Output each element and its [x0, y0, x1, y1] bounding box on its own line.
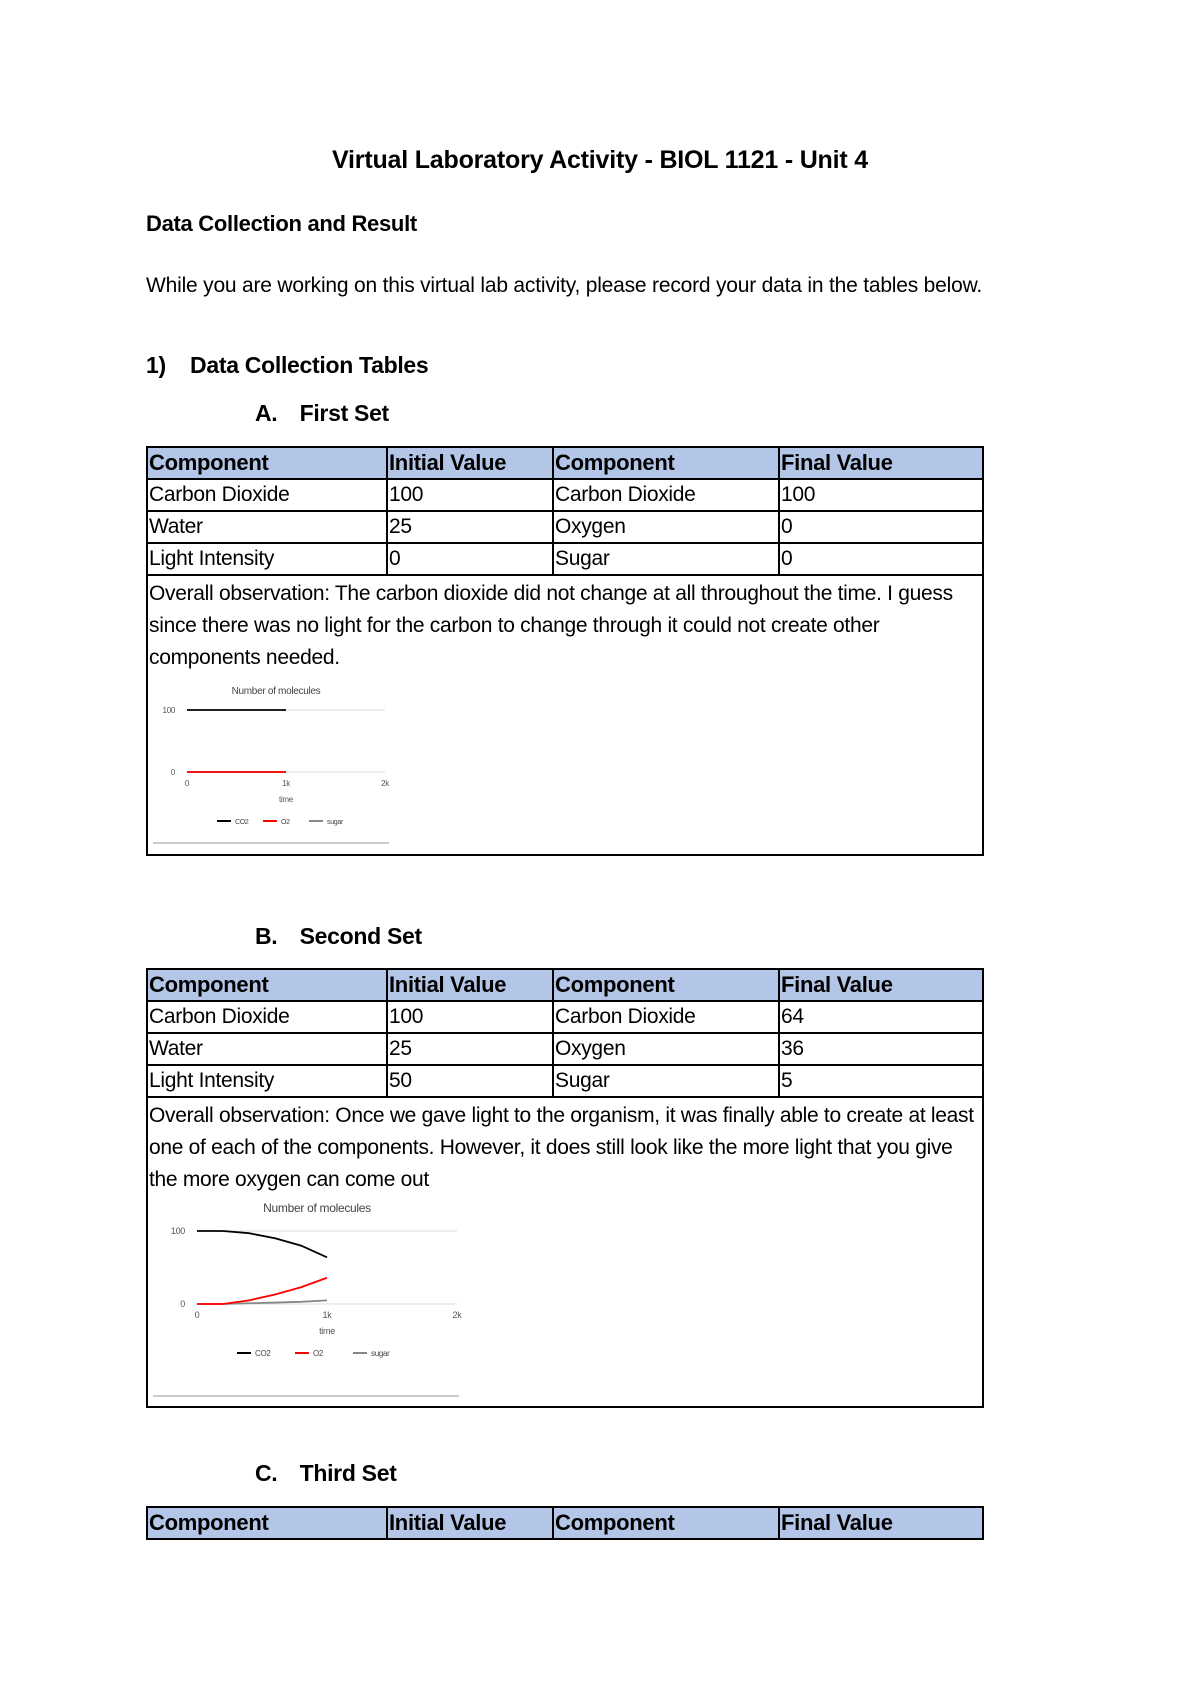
table-header-row: [147, 1507, 983, 1539]
table-cell: Carbon Dioxide: [147, 479, 387, 511]
list-item-1-label: Data Collection Tables: [190, 352, 429, 378]
table-cell: Sugar: [553, 543, 779, 575]
table-row: [147, 511, 983, 543]
set-b-letter: B.: [255, 923, 278, 949]
x-tick-label: 0: [194, 1310, 200, 1320]
y-tick-label: 0: [170, 768, 175, 777]
chart-title: Number of molecules: [263, 1201, 371, 1215]
table-cell: Water: [147, 1033, 387, 1065]
set-b-table: [146, 968, 984, 1408]
legend-label: O2: [281, 819, 290, 826]
legend-label: O2: [313, 1349, 324, 1358]
series-line-o2: [197, 1278, 327, 1304]
series-line-co2: [197, 1231, 327, 1257]
x-tick-label: 1k: [322, 1310, 332, 1320]
column-header: Final Value: [779, 1507, 983, 1539]
column-header: Final Value: [779, 447, 983, 479]
x-tick-label: 0: [184, 779, 190, 788]
table-row: [147, 543, 983, 575]
set-a-letter: A.: [255, 400, 278, 426]
column-header: Component: [553, 447, 779, 479]
set-a-heading: [255, 400, 389, 427]
set-c-table: [146, 1506, 984, 1540]
column-header: Final Value: [779, 969, 983, 1001]
column-header: Component: [553, 1507, 779, 1539]
table-cell: Oxygen: [553, 511, 779, 543]
observation-cell: [147, 575, 983, 855]
intro-paragraph: While you are working on this virtual lab activity, please record your data in the tables below.: [146, 274, 983, 297]
table-header-row: [147, 447, 983, 479]
y-tick-label: 0: [180, 1299, 185, 1309]
table-cell: 50: [387, 1065, 553, 1097]
table-cell: 25: [387, 1033, 553, 1065]
legend-label: sugar: [371, 1349, 390, 1358]
column-header: Component: [147, 447, 387, 479]
table-cell: Carbon Dioxide: [553, 479, 779, 511]
table-row: [147, 1001, 983, 1033]
column-header: Initial Value: [387, 969, 553, 1001]
table-row: [147, 1065, 983, 1097]
observation-row: [147, 1097, 983, 1407]
table-cell: Carbon Dioxide: [553, 1001, 779, 1033]
table-cell: 100: [387, 479, 553, 511]
y-tick-label: 100: [162, 706, 175, 715]
set-c-label: Third Set: [299, 1460, 397, 1486]
table-row: [147, 1033, 983, 1065]
table-cell: 0: [387, 543, 553, 575]
molecules-chart-second-set: [149, 1198, 469, 1398]
table-header-row: [147, 969, 983, 1001]
table-cell: Oxygen: [553, 1033, 779, 1065]
observation-cell: [147, 1097, 983, 1407]
legend-label: sugar: [327, 819, 344, 826]
set-b-label: Second Set: [299, 923, 422, 949]
set-a-label: First Set: [299, 400, 389, 426]
y-tick-label: 100: [170, 1226, 185, 1236]
column-header: Component: [147, 969, 387, 1001]
observation-text: Overall observation: The carbon dioxide did not change at all throughout the time. I guess since there was no light for the carbon to change through it could not create other components needed.: [149, 582, 953, 669]
observation-text: Overall observation: Once we gave light to the organism, it was finally able to create at least one of each of the components. However, it does still look like the more light that you give the more oxygen can come out: [149, 1104, 974, 1191]
section-heading: Data Collection and Result: [146, 211, 417, 236]
set-c-heading: [255, 1460, 397, 1487]
legend-label: CO2: [255, 1349, 271, 1358]
table-cell: Sugar: [553, 1065, 779, 1097]
x-axis-label: time: [279, 795, 293, 804]
column-header: Initial Value: [387, 447, 553, 479]
x-axis-label: time: [319, 1326, 335, 1336]
chart-title: Number of molecules: [231, 686, 321, 697]
x-tick-label: 1k: [282, 779, 290, 788]
table-cell: 36: [779, 1033, 983, 1065]
x-tick-label: 2k: [381, 779, 389, 788]
table-row: [147, 479, 983, 511]
table-cell: 5: [779, 1065, 983, 1097]
set-a-table: [146, 446, 984, 856]
column-header: Initial Value: [387, 1507, 553, 1539]
table-cell: 100: [387, 1001, 553, 1033]
table-cell: 25: [387, 511, 553, 543]
table-cell: 100: [779, 479, 983, 511]
set-c-letter: C.: [255, 1460, 278, 1486]
table-cell: Water: [147, 511, 387, 543]
table-cell: 0: [779, 511, 983, 543]
set-b-heading: [255, 923, 422, 950]
x-tick-label: 2k: [452, 1310, 462, 1320]
observation-row: [147, 575, 983, 855]
legend-label: CO2: [235, 819, 249, 826]
table-cell: Carbon Dioxide: [147, 1001, 387, 1033]
list-item-1: [146, 352, 428, 379]
table-cell: Light Intensity: [147, 543, 387, 575]
column-header: Component: [553, 969, 779, 1001]
table-cell: Light Intensity: [147, 1065, 387, 1097]
column-header: Component: [147, 1507, 387, 1539]
page-title: Virtual Laboratory Activity - BIOL 1121 - Unit 4: [332, 146, 868, 174]
table-cell: 0: [779, 543, 983, 575]
molecules-chart-first-set: [149, 680, 399, 845]
table-cell: 64: [779, 1001, 983, 1033]
list-item-1-number: 1): [146, 352, 166, 378]
